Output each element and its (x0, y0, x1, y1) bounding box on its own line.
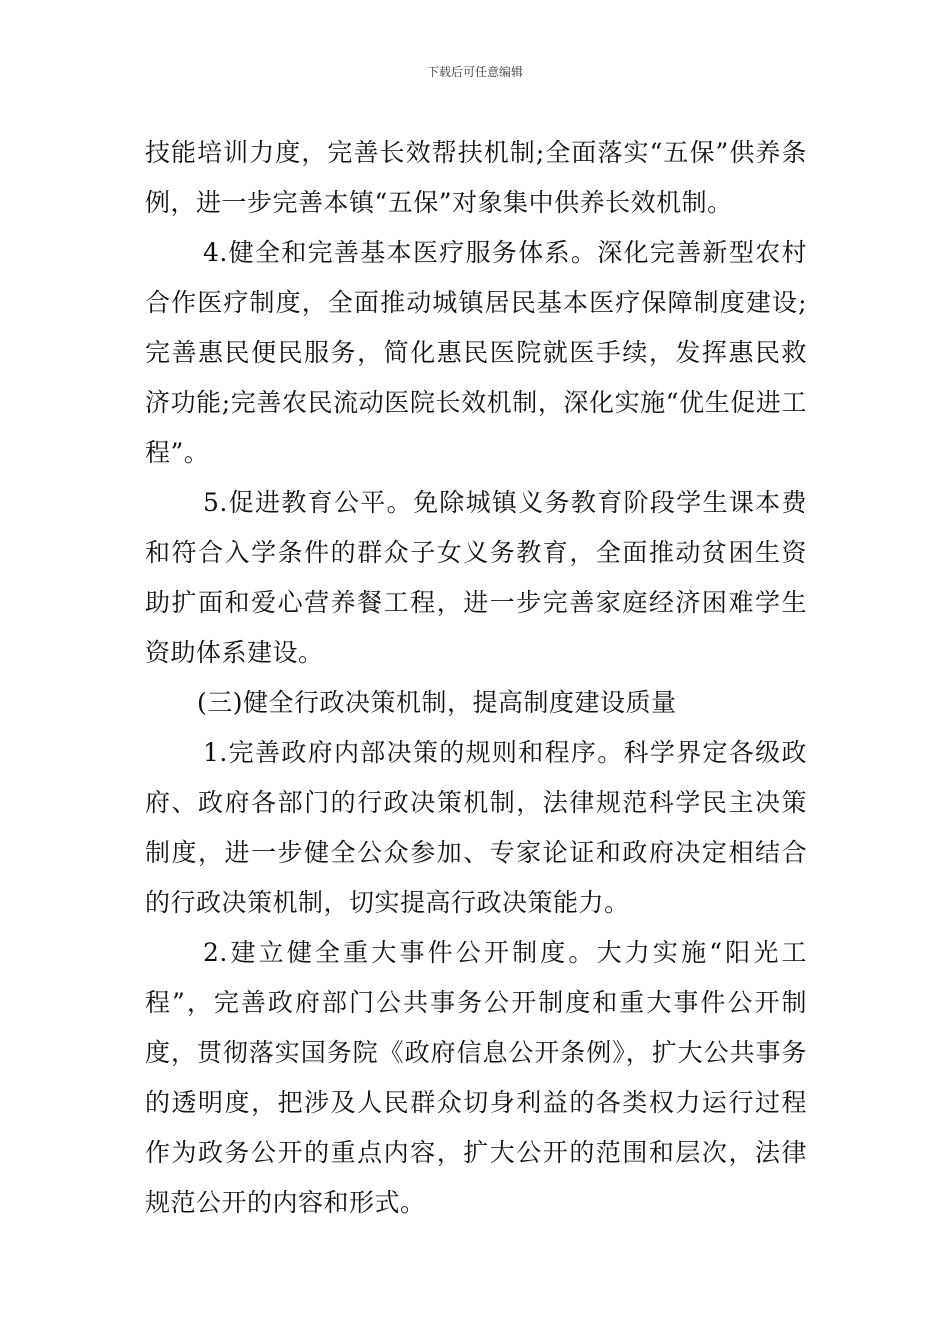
paragraph-continuation: 技能培训力度，完善长效帮扶机制;全面落实“五保”供养条例，进一步完善本镇“五保”对象集中供养长效机制。 (145, 138, 807, 217)
document-body (145, 128, 807, 1228)
section-heading-3: (三)健全行政决策机制，提高制度建设质量 (197, 688, 677, 717)
paragraph-item-2-disclosure: 2.建立健全重大事件公开制度。大力实施“阳光工程”，完善政府部门公共事务公开制度和重大事件公开制度，贯彻落实国务院《政府信息公开条例》，扩大公共事务的透明度，把涉及人民群众切身利益的各类权力运行过程作为政务公开的重点内容，扩大公开的范围和层次，法律规范公开的内容和形式。 (145, 938, 807, 1217)
paragraph-item-5-education: 5.促进教育公平。免除城镇义务教育阶段学生课本费和符合入学条件的群众子女义务教育，全面推动贫困生资助扩面和爱心营养餐工程，进一步完善家庭经济困难学生资助体系建设。 (145, 488, 807, 667)
page-header-note: 下载后可任意编辑 (426, 65, 523, 79)
paragraph-item-1-decision: 1.完善政府内部决策的规则和程序。科学界定各级政府、政府各部门的行政决策机制，法律规范科学民主决策制度，进一步健全公众参加、专家论证和政府决定相结合的行政决策机制，切实提高行政决策能力。 (145, 738, 807, 917)
paragraph-item-4-medical: 4.健全和完善基本医疗服务体系。深化完善新型农村合作医疗制度，全面推动城镇居民基本医疗保障制度建设;完善惠民便民服务，简化惠民医院就医手续，发挥惠民救济功能;完善农民流动医院长效机制，深化实施“优生促进工程”。 (145, 238, 807, 467)
